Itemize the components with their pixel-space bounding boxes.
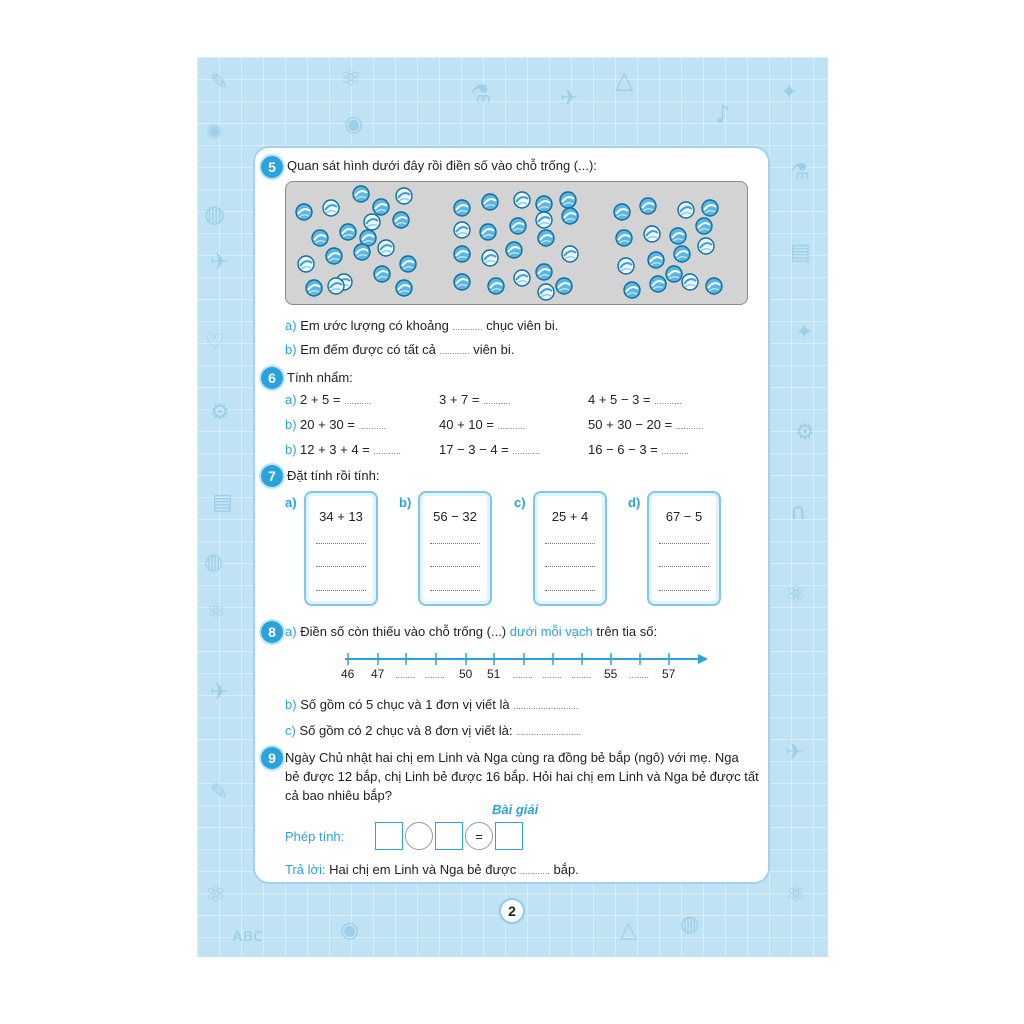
column-calc-box [533,491,607,606]
item-label: a) [285,318,297,333]
answer-blank[interactable]: ........... [497,421,526,431]
item-text: Số gồm có 5 chục và 1 đơn vị viết là [300,697,510,712]
flask-doodle-icon-2: ⚗ [790,160,810,185]
marble-icon [640,198,656,214]
answer-line[interactable] [316,543,366,544]
number-line-blank[interactable]: ........ [629,670,650,680]
exercise-prompt: Quan sát hình dưới đây rồi điền số vào chỗ trống (...): [287,158,597,173]
problem-line: bẻ được 12 bắp, chị Linh bẻ được 16 bắp. Hỏi hai chị em Linh và Nga bẻ được tất [285,769,759,784]
item-label: b) [285,342,297,357]
marble-icon [488,278,504,294]
marble-icon [340,224,356,240]
item-text: trên tia số: [596,624,658,639]
math-expression: 17 − 3 − 4 = [439,442,513,457]
mental-math-item [588,442,689,457]
exercise-number-badge: 5 [261,156,283,178]
marble-icon [562,246,578,262]
marble-icon [702,200,718,216]
answer-text: bắp. [553,862,579,877]
marble-icon [454,200,470,216]
pencil-doodle-icon-2: ✎ [210,780,229,805]
item-label: b) [285,442,297,457]
ball-doodle-icon-2: ◉ [340,918,360,943]
ball-doodle-icon: ◉ [344,112,364,137]
marble-icon [354,244,370,260]
flask-doodle-icon: ⚗ [470,80,492,108]
item-text: chục viên bi. [486,318,559,333]
rocket-doodle-icon: ✈ [560,86,579,111]
atom-doodle-icon-2: ⚛ [206,600,226,625]
marble-icon [396,280,412,296]
operator-circle[interactable] [405,822,433,850]
math-expression: 2 + 5 = [300,392,345,407]
mental-math-item [439,442,540,457]
marble-icon [378,240,394,256]
marble-icon [454,246,470,262]
exercise-8a [285,624,657,639]
marble-icon [538,284,554,300]
item-label: d) [628,495,641,510]
mental-math-item [439,417,525,432]
answer-line[interactable] [659,543,709,544]
solution-title: Bài giải [492,802,539,817]
calc-label: Phép tính: [285,829,345,844]
marble-icon [510,218,526,234]
number-line-label: 46 [341,667,355,681]
equals-sign: = [475,828,483,844]
answer-line[interactable] [430,566,480,567]
item-label: b) [399,495,412,510]
marble-icon [296,204,312,220]
marble-icon [353,186,369,202]
answer-blank[interactable]: ........... [675,421,704,431]
answer-blank[interactable]: ........... [344,396,372,406]
marble-icon [538,230,554,246]
marble-icon [618,258,634,274]
result-box[interactable] [495,822,523,850]
number-line [0,645,1024,685]
marble-icon [562,208,578,224]
triangle-doodle-icon: △ [615,66,634,94]
mental-math-item [300,417,386,432]
globe-doodle-icon: ◍ [204,200,225,228]
exercise-number-badge: 7 [261,465,283,487]
answer-label: Trả lời: [285,862,326,877]
marble-icon [682,274,698,290]
calc-expression: 25 + 4 [551,509,589,524]
column-calc-box [647,491,721,606]
answer-text: Hai chị em Linh và Nga bẻ được [329,862,517,877]
answer-blank[interactable]: ........... [654,396,682,406]
exercise-number-badge: 9 [261,747,283,769]
answer-line[interactable] [430,543,480,544]
item-label: c) [514,495,526,510]
gear-doodle-icon: ⚙ [210,400,230,425]
item-label: a) [285,495,297,510]
marble-icon [666,266,682,282]
rocket-doodle-icon-3: ✈ [210,680,229,705]
item-text-highlight: dưới mỗi vạch [509,624,593,639]
problem-line: cả bao nhiêu bắp? [285,788,392,803]
item-label: a) [285,624,297,639]
marble-icon [648,252,664,268]
book-doodle-icon-2: ▤ [790,240,811,265]
marble-icon [306,280,322,296]
exercise-number-badge: 8 [261,621,283,643]
mental-math-item [588,392,682,407]
answer-line [285,862,579,877]
exercise-title: Đặt tính rồi tính: [287,468,380,483]
marble-icon [328,278,344,294]
exercise-8b [285,697,578,712]
math-expression: 4 + 5 − 3 = [588,392,655,407]
magnet-doodle-icon: ∩ [790,500,807,525]
marble-icon [706,278,722,294]
item-label: a) [285,392,297,407]
marble-icon [698,238,714,254]
marble-icon [514,192,530,208]
answer-line[interactable] [316,590,366,591]
item-label: c) [285,723,296,738]
marble-icon [506,242,522,258]
rocket-doodle-icon-2: ✈ [210,250,229,275]
exercise-8c [285,723,581,738]
page-number: 2 [499,898,525,924]
marble-icon [374,266,390,282]
triangle-doodle-icon-2: △ [620,918,637,943]
marble-icon [454,274,470,290]
number-line-label: 51 [487,667,501,681]
answer-line[interactable] [545,590,595,591]
item-text: viên bi. [473,342,515,357]
exercise-number-badge: 6 [261,367,283,389]
marble-icon [536,196,552,212]
marbles-illustration [286,182,746,303]
math-expression: 20 + 30 = [300,417,359,432]
answer-line[interactable] [659,590,709,591]
item-text: Em đếm được có tất cả [300,342,436,357]
number-line-label: 57 [662,667,676,681]
marble-icon [364,214,380,230]
math-expression: 40 + 10 = [439,417,498,432]
marble-icon [482,250,498,266]
star-doodle-icon: ✦ [780,80,799,105]
answer-blank[interactable]: .......................... [516,727,582,737]
molecule-doodle-icon: ⚛ [785,580,807,608]
item-text: Số gồm có 2 chục và 8 đơn vị viết là: [299,723,513,738]
marble-icon [560,192,576,208]
exercise-5b [285,342,514,357]
atom-doodle-icon-3: ⚛ [205,880,227,908]
marble-icon [536,264,552,280]
marble-icon [696,218,712,234]
marble-icon [373,199,389,215]
number-line-blank[interactable]: ........ [395,670,416,680]
math-expression: 50 + 30 − 20 = [588,417,676,432]
item-text: Em ước lượng có khoảng [300,318,449,333]
marble-icon [624,282,640,298]
answer-line[interactable] [545,543,595,544]
answer-blank[interactable]: ............ [439,346,470,356]
calc-expression: 67 − 5 [665,509,703,524]
answer-blank[interactable]: ........... [358,421,387,431]
number-line-blank[interactable]: ........ [571,670,592,680]
number-line-blank[interactable]: ........ [542,670,563,680]
math-expression: 3 + 7 = [439,392,484,407]
answer-blank[interactable]: ........... [373,446,401,456]
equals-circle [465,822,493,850]
answer-line[interactable] [545,566,595,567]
globe-doodle-icon-2: ◍ [204,550,224,575]
operand-box-1[interactable] [375,822,403,850]
star-doodle-icon-2: ✦ [795,320,814,345]
marble-icon [556,278,572,294]
marble-icon [400,256,416,272]
problem-line: Ngày Chủ nhật hai chị em Linh và Nga cùng ra đồng bẻ bắp (ngô) với mẹ. Nga [285,750,739,765]
mental-math-item [439,392,511,407]
mental-math-item [588,417,703,432]
number-line-label: 50 [459,667,473,681]
math-expression: 16 − 6 − 3 = [588,442,662,457]
mental-math-item [300,392,372,407]
answer-blank[interactable]: ........... [483,396,511,406]
answer-blank[interactable]: ........... [512,446,540,456]
calc-expression: 56 − 32 [433,509,477,524]
answer-blank[interactable]: ........... [661,446,689,456]
marble-icon [514,270,530,286]
marble-icon [393,212,409,228]
marble-icon [298,256,314,272]
marble-icon [674,246,690,262]
marbles-image [285,181,748,305]
marble-icon [326,248,342,264]
marble-icon [650,276,666,292]
column-calc-box [304,491,378,606]
number-line-label: 47 [371,667,385,681]
bulb-doodle-icon: ✺ [206,120,223,144]
heart-doodle-icon: ♡ [205,330,225,355]
abc-doodle-icon: ᴀʙᴄ [232,925,263,946]
plane-doodle-icon: ✈ [785,740,804,765]
atom-doodle-icon: ⚛ [340,64,362,92]
answer-line[interactable] [659,566,709,567]
column-calc-box [418,491,492,606]
math-expression: 12 + 3 + 4 = [300,442,374,457]
gear-doodle-icon-2: ⚙ [795,420,815,445]
pencil-doodle-icon: ✎ [210,70,229,95]
mental-math-item [300,442,401,457]
item-text: Điền số còn thiếu vào chỗ trống (...) [300,624,507,639]
marble-icon [312,230,328,246]
book-doodle-icon: ▤ [212,490,233,515]
marble-icon [644,226,660,242]
marble-icon [323,200,339,216]
marble-icon [454,222,470,238]
marble-icon [678,202,694,218]
answer-blank[interactable]: ............ [519,866,550,876]
answer-line[interactable] [316,566,366,567]
exercise-5a [285,318,558,333]
answer-blank[interactable]: ............ [452,322,483,332]
operand-box-2[interactable] [435,822,463,850]
calc-expression: 34 + 13 [319,509,363,524]
number-line-label: 55 [604,667,618,681]
number-line-blank[interactable]: ........ [425,670,446,680]
marble-icon [482,194,498,210]
exercise-title: Tính nhẩm: [287,370,353,385]
globe-doodle-icon-3: ◍ [680,912,700,937]
answer-line[interactable] [430,590,480,591]
marble-icon [480,224,496,240]
marble-icon [616,230,632,246]
marble-icon [670,228,686,244]
molecule-doodle-icon-2: ⚛ [785,880,807,908]
number-line-blank[interactable]: ........ [513,670,534,680]
marble-icon [614,204,630,220]
item-label: b) [285,417,297,432]
music-note-doodle-icon: ♪ [715,100,731,128]
marble-icon [396,188,412,204]
answer-blank[interactable]: .......................... [513,701,579,711]
marble-icon [536,212,552,228]
item-label: b) [285,697,297,712]
